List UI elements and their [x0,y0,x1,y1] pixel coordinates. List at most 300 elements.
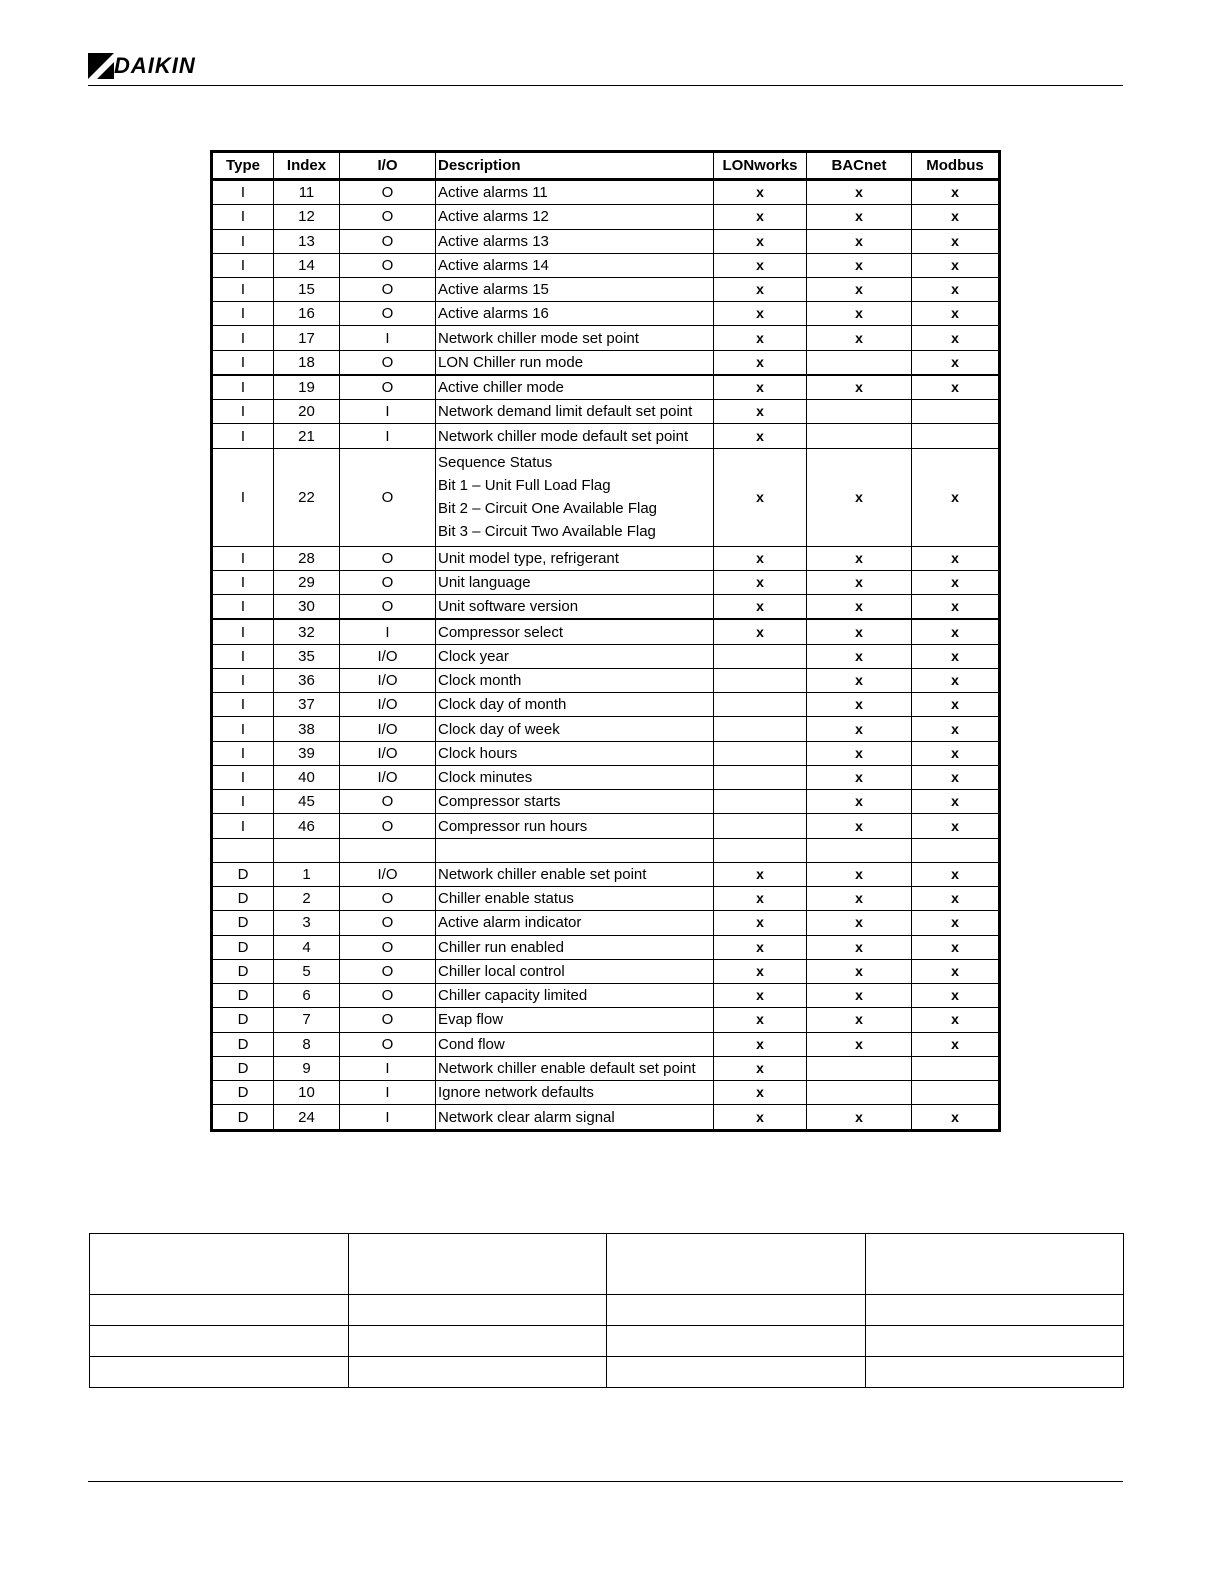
cell-lonworks: x [714,278,807,302]
table-header-row [212,152,1000,180]
cell-lonworks: x [714,1056,807,1080]
cell-description [436,717,714,741]
cell-index: 30 [274,595,340,620]
cell-index: 16 [274,302,340,326]
cell-modbus: x [912,229,1000,253]
description-line: Chiller run enabled [438,938,564,956]
cell-bacnet: x [807,253,912,277]
blank-cell [90,1357,349,1388]
cell-bacnet: x [807,790,912,814]
cell-modbus: x [912,911,1000,935]
cell-type: D [212,862,274,886]
blank-cell [607,1295,866,1326]
cell-lonworks [714,790,807,814]
cell-type: I [212,570,274,594]
description-line: Bit 1 – Unit Full Load Flag [438,477,611,495]
cell-type: I [212,229,274,253]
table-row [212,1032,1000,1056]
cell-modbus: x [912,814,1000,838]
cell-io: O [340,205,436,229]
blank-cell [607,1234,866,1295]
cell-io: I/O [340,717,436,741]
cell-modbus: x [912,790,1000,814]
blank-cell [348,1295,607,1326]
table-row [212,693,1000,717]
cell-io: I [340,1105,436,1131]
description-line: Unit language [438,574,531,592]
cell-description [436,1056,714,1080]
cell-modbus: x [912,935,1000,959]
cell-bacnet [807,838,912,862]
cell-index: 1 [274,862,340,886]
table-row [212,326,1000,350]
cell-io: I/O [340,693,436,717]
description-line: Network chiller enable default set point [438,1059,696,1077]
cell-index: 39 [274,741,340,765]
cell-bacnet: x [807,375,912,400]
cell-lonworks: x [714,911,807,935]
cell-type: D [212,887,274,911]
cell-description [436,935,714,959]
cell-io: O [340,253,436,277]
cell-bacnet [807,1056,912,1080]
cell-bacnet: x [807,887,912,911]
description-line: Active alarms 13 [438,232,549,250]
cell-bacnet: x [807,278,912,302]
blank-table-row [90,1357,1124,1388]
column-header-type: Type [212,152,274,180]
cell-io: I/O [340,765,436,789]
cell-description [436,400,714,424]
cell-description [436,570,714,594]
cell-lonworks: x [714,253,807,277]
cell-lonworks: x [714,400,807,424]
cell-description [436,814,714,838]
footer-divider [88,1481,1123,1482]
cell-description [436,838,714,862]
blank-cell [90,1295,349,1326]
cell-index: 32 [274,619,340,644]
cell-io: O [340,814,436,838]
cell-modbus: x [912,619,1000,644]
table-row [212,668,1000,692]
cell-lonworks: x [714,448,807,546]
description-line: Active alarms 11 [438,184,548,202]
column-header-lonworks: LONworks [714,152,807,180]
cell-index [274,838,340,862]
cell-lonworks: x [714,595,807,620]
cell-description [436,765,714,789]
table-row [212,253,1000,277]
cell-bacnet: x [807,1105,912,1131]
cell-description [436,693,714,717]
cell-modbus: x [912,278,1000,302]
description-line: Active alarms 14 [438,256,549,274]
cell-description [436,741,714,765]
cell-bacnet: x [807,935,912,959]
cell-description [436,424,714,448]
cell-lonworks: x [714,1105,807,1131]
cell-description [436,959,714,983]
cell-description [436,205,714,229]
cell-type: I [212,765,274,789]
blank-cell [607,1357,866,1388]
cell-bacnet: x [807,326,912,350]
table-row [212,400,1000,424]
column-header-modbus: Modbus [912,152,1000,180]
description-line: Active alarms 15 [438,281,549,299]
cell-modbus: x [912,302,1000,326]
cell-type: I [212,375,274,400]
cell-type: I [212,595,274,620]
cell-bacnet [807,424,912,448]
blank-cell [90,1326,349,1357]
cell-bacnet: x [807,765,912,789]
cell-modbus: x [912,205,1000,229]
column-header-io: I/O [340,152,436,180]
cell-io: O [340,959,436,983]
cell-type: I [212,668,274,692]
cell-description [436,375,714,400]
blank-cell [865,1234,1124,1295]
cell-modbus: x [912,644,1000,668]
cell-description [436,1105,714,1131]
cell-io: O [340,180,436,205]
cell-type: D [212,1008,274,1032]
table-row [212,717,1000,741]
cell-type: I [212,619,274,644]
cell-modbus: x [912,717,1000,741]
cell-index: 21 [274,424,340,448]
cell-type: I [212,205,274,229]
cell-index: 18 [274,350,340,375]
cell-lonworks [714,644,807,668]
cell-bacnet: x [807,984,912,1008]
cell-type: I [212,424,274,448]
cell-bacnet: x [807,693,912,717]
cell-type: I [212,644,274,668]
cell-type: I [212,741,274,765]
description-line: LON Chiller run mode [438,353,584,371]
table-row [212,302,1000,326]
cell-description [436,302,714,326]
cell-modbus: x [912,1008,1000,1032]
cell-lonworks [714,717,807,741]
cell-io: O [340,1008,436,1032]
cell-io: O [340,229,436,253]
table-row [212,790,1000,814]
cell-lonworks: x [714,229,807,253]
cell-modbus: x [912,887,1000,911]
description-line: Clock year [438,647,509,665]
cell-bacnet: x [807,1008,912,1032]
cell-description [436,644,714,668]
cell-bacnet: x [807,619,912,644]
cell-lonworks: x [714,326,807,350]
cell-modbus: x [912,326,1000,350]
blank-cell [865,1326,1124,1357]
description-line: Chiller enable status [438,890,574,908]
cell-bacnet: x [807,668,912,692]
cell-index: 4 [274,935,340,959]
table-row [212,1080,1000,1104]
cell-io: I [340,1080,436,1104]
description-line: Network clear alarm signal [438,1108,615,1126]
description-line: Network demand limit default set point [438,403,693,421]
cell-description [436,619,714,644]
cell-description [436,862,714,886]
cell-modbus [912,400,1000,424]
cell-bacnet: x [807,862,912,886]
cell-description [436,668,714,692]
cell-modbus: x [912,448,1000,546]
cell-index: 38 [274,717,340,741]
table-row [212,959,1000,983]
blank-table-row [90,1326,1124,1357]
cell-index: 46 [274,814,340,838]
cell-io: O [340,595,436,620]
cell-modbus: x [912,984,1000,1008]
table-row [212,765,1000,789]
cell-modbus [912,1056,1000,1080]
cell-modbus: x [912,668,1000,692]
cell-type: I [212,278,274,302]
blank-cell [348,1326,607,1357]
cell-lonworks [714,838,807,862]
cell-io: O [340,302,436,326]
cell-type: D [212,1032,274,1056]
cell-bacnet [807,400,912,424]
cell-type: D [212,959,274,983]
table-row [212,1008,1000,1032]
cell-index: 20 [274,400,340,424]
cell-index: 2 [274,887,340,911]
cell-bacnet: x [807,205,912,229]
description-line: Chiller local control [438,962,565,980]
cell-index: 36 [274,668,340,692]
table-row [212,887,1000,911]
cell-modbus [912,424,1000,448]
cell-modbus: x [912,180,1000,205]
cell-type: D [212,935,274,959]
cell-index: 29 [274,570,340,594]
cell-description [436,546,714,570]
cell-modbus: x [912,546,1000,570]
header-divider [88,85,1123,86]
blank-table [89,1233,1124,1388]
cell-description [436,1008,714,1032]
cell-bacnet: x [807,1032,912,1056]
table-row [212,350,1000,375]
cell-type: I [212,790,274,814]
cell-lonworks: x [714,546,807,570]
cell-bacnet: x [807,229,912,253]
description-line: Active chiller mode [438,379,564,397]
table-row [212,911,1000,935]
description-line: Chiller capacity limited [438,987,588,1005]
table-row [212,838,1000,862]
cell-io: O [340,911,436,935]
cell-lonworks: x [714,935,807,959]
cell-lonworks [714,765,807,789]
cell-description [436,229,714,253]
cell-bacnet: x [807,546,912,570]
cell-type: I [212,253,274,277]
description-line: Ignore network defaults [438,1084,594,1102]
cell-description [436,595,714,620]
cell-index: 8 [274,1032,340,1056]
cell-index: 15 [274,278,340,302]
cell-index: 37 [274,693,340,717]
cell-io: O [340,448,436,546]
cell-description [436,911,714,935]
description-line: Clock day of month [438,696,567,714]
cell-modbus: x [912,595,1000,620]
cell-modbus: x [912,765,1000,789]
cell-index: 10 [274,1080,340,1104]
cell-io: I/O [340,668,436,692]
cell-index: 28 [274,546,340,570]
cell-type: I [212,814,274,838]
description-line: Bit 2 – Circuit One Available Flag [438,500,658,518]
cell-type: I [212,350,274,375]
cell-io: O [340,935,436,959]
cell-type: I [212,693,274,717]
cell-io: I [340,326,436,350]
cell-modbus: x [912,1032,1000,1056]
cell-bacnet: x [807,814,912,838]
cell-type [212,838,274,862]
cell-description [436,984,714,1008]
cell-io: I/O [340,644,436,668]
description-line: Unit software version [438,598,579,616]
table-row [212,814,1000,838]
cell-type: I [212,546,274,570]
cell-lonworks: x [714,205,807,229]
cell-io: O [340,790,436,814]
cell-index: 13 [274,229,340,253]
cell-bacnet: x [807,959,912,983]
description-line: Network chiller mode default set point [438,427,689,445]
cell-type: I [212,180,274,205]
cell-modbus: x [912,741,1000,765]
column-header-description: Description [436,152,714,180]
cell-modbus: x [912,862,1000,886]
table-row [212,862,1000,886]
table-row [212,448,1000,546]
table-row [212,180,1000,205]
cell-description [436,350,714,375]
daikin-logo-mark-icon [88,53,114,79]
cell-lonworks [714,741,807,765]
table-row [212,984,1000,1008]
cell-bacnet: x [807,570,912,594]
cell-io: O [340,350,436,375]
table-row [212,205,1000,229]
cell-bacnet: x [807,302,912,326]
cell-io: O [340,546,436,570]
cell-index: 11 [274,180,340,205]
cell-modbus [912,1080,1000,1104]
cell-modbus: x [912,693,1000,717]
cell-io: I/O [340,862,436,886]
table-row [212,570,1000,594]
cell-modbus: x [912,570,1000,594]
cell-description [436,278,714,302]
cell-lonworks: x [714,424,807,448]
blank-cell [865,1295,1124,1326]
blank-cell [348,1357,607,1388]
cell-io: O [340,375,436,400]
cell-description [436,1032,714,1056]
description-line: Active alarms 12 [438,208,549,226]
cell-index: 7 [274,1008,340,1032]
cell-index: 24 [274,1105,340,1131]
brand-name: DAIKIN [114,53,196,78]
daikin-logo [88,53,196,79]
cell-index: 35 [274,644,340,668]
cell-modbus: x [912,959,1000,983]
cell-index: 12 [274,205,340,229]
blank-cell [90,1234,349,1295]
cell-type: D [212,911,274,935]
description-line: Compressor starts [438,793,561,811]
cell-io: O [340,278,436,302]
description-line: Compressor select [438,623,564,641]
cell-modbus: x [912,1105,1000,1131]
table-row [212,546,1000,570]
cell-bacnet: x [807,180,912,205]
description-line: Active alarms 16 [438,305,549,323]
cell-io: I [340,1056,436,1080]
table-row [212,375,1000,400]
cell-lonworks: x [714,862,807,886]
cell-lonworks: x [714,350,807,375]
table-row [212,935,1000,959]
description-line: Clock hours [438,744,518,762]
cell-io: O [340,570,436,594]
cell-index: 17 [274,326,340,350]
cell-type: I [212,302,274,326]
cell-description [436,180,714,205]
cell-index: 14 [274,253,340,277]
cell-bacnet: x [807,741,912,765]
cell-lonworks: x [714,302,807,326]
cell-io [340,838,436,862]
cell-bacnet: x [807,644,912,668]
table-row [212,424,1000,448]
description-line: Clock day of week [438,720,560,738]
cell-description [436,326,714,350]
description-line: Compressor run hours [438,817,588,835]
cell-index: 6 [274,984,340,1008]
cell-lonworks: x [714,1032,807,1056]
cell-lonworks: x [714,619,807,644]
cell-io: I [340,400,436,424]
blank-cell [865,1357,1124,1388]
cell-lonworks: x [714,375,807,400]
cell-index: 45 [274,790,340,814]
description-line: Clock minutes [438,769,533,787]
cell-io: I/O [340,741,436,765]
description-line: Unit model type, refrigerant [438,549,619,567]
cell-lonworks: x [714,984,807,1008]
cell-bacnet: x [807,595,912,620]
cell-lonworks [714,814,807,838]
cell-description [436,448,714,546]
cell-type: D [212,1056,274,1080]
cell-lonworks: x [714,1080,807,1104]
